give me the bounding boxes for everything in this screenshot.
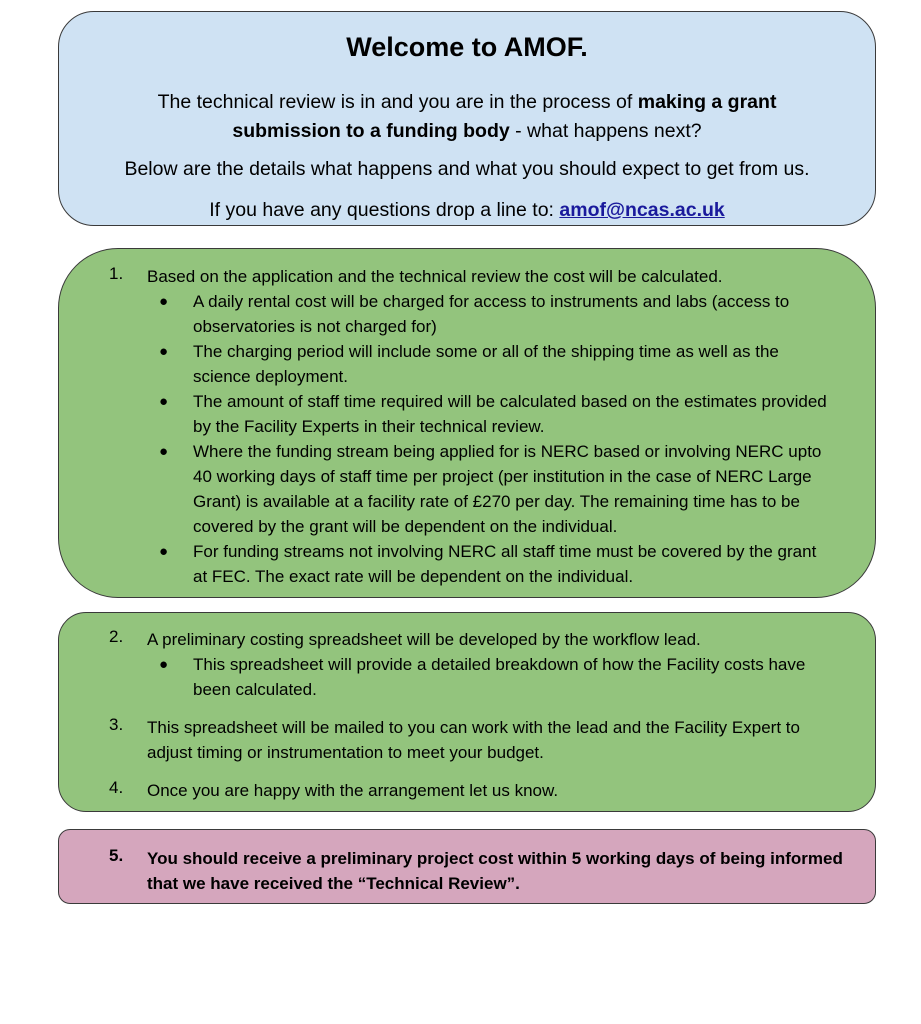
bullet-breakdown: This spreadsheet will provide a detailed breakdown of how the Facility costs have been calculated. [193,655,806,699]
intro-part-2: - what happens next? [509,120,702,142]
bullet-icon: ● [159,443,169,460]
page-title: Welcome to AMOF. [346,32,588,62]
step-2-number: 2. [109,627,124,646]
intro-bold: making a grant submission to a funding body [232,91,777,142]
bullet-non-nerc-funding: For funding streams not involving NERC all staff time must be covered by the grant at FEC. The exact rate will be dependent on the individual. [193,542,817,586]
bullet-icon: ● [159,343,169,360]
bullet-charging-period: The charging period will include some or all of the shipping time as well as the science deployment. [193,342,779,386]
step-3-text: This spreadsheet will be mailed to you can work with the lead and the Facility Expert to adjust timing or instrumentation to meet your budget. [147,718,800,762]
step-1-text: Based on the application and the technical review the cost will be calculated. [147,267,723,286]
step-5-text: You should receive a preliminary project cost within 5 working days of being informed that we have received the “Technical Review”. [147,849,843,893]
welcome-panel [58,11,876,226]
bullet-icon: ● [159,543,169,560]
bullet-staff-time: The amount of staff time required will be calculated based on the estimates provided by the Facility Experts in their technical review. [193,392,827,436]
step-2-text: A preliminary costing spreadsheet will be developed by the workflow lead. [147,630,701,649]
expectation-panel [58,829,876,904]
bullet-icon: ● [159,293,169,310]
contact-email-link[interactable]: amof@ncas.ac.uk [559,199,725,221]
bullet-rental-cost: A daily rental cost will be charged for access to instruments and labs (access to observatories is not charged for) [193,292,790,336]
step-5-number: 5. [109,846,124,865]
bullet-nerc-funding: Where the funding stream being applied for is NERC based or involving NERC upto 40 working days of staff time per project (per institution in the case of NERC Large Grant) is available at a facility rate of £270 per day. The remaining time has to be covered by the grant will be dependent on the individual. [193,442,822,536]
spreadsheet-panel [58,612,876,812]
contact-line [59,199,875,222]
intro-text [119,88,815,146]
step-3-number: 3. [109,715,124,734]
costing-panel [58,248,876,598]
step-4-text: Once you are happy with the arrangement let us know. [147,781,559,800]
bullet-icon: ● [159,656,169,673]
bullet-icon: ● [159,393,169,410]
contact-text: If you have any questions drop a line to: [209,199,560,221]
step-4-number: 4. [109,778,124,797]
intro-part-1: The technical review is in and you are in the process of [157,91,638,113]
step-1-number: 1. [109,264,124,283]
details-text: Below are the details what happens and what you should expect to get from us. [124,158,810,180]
